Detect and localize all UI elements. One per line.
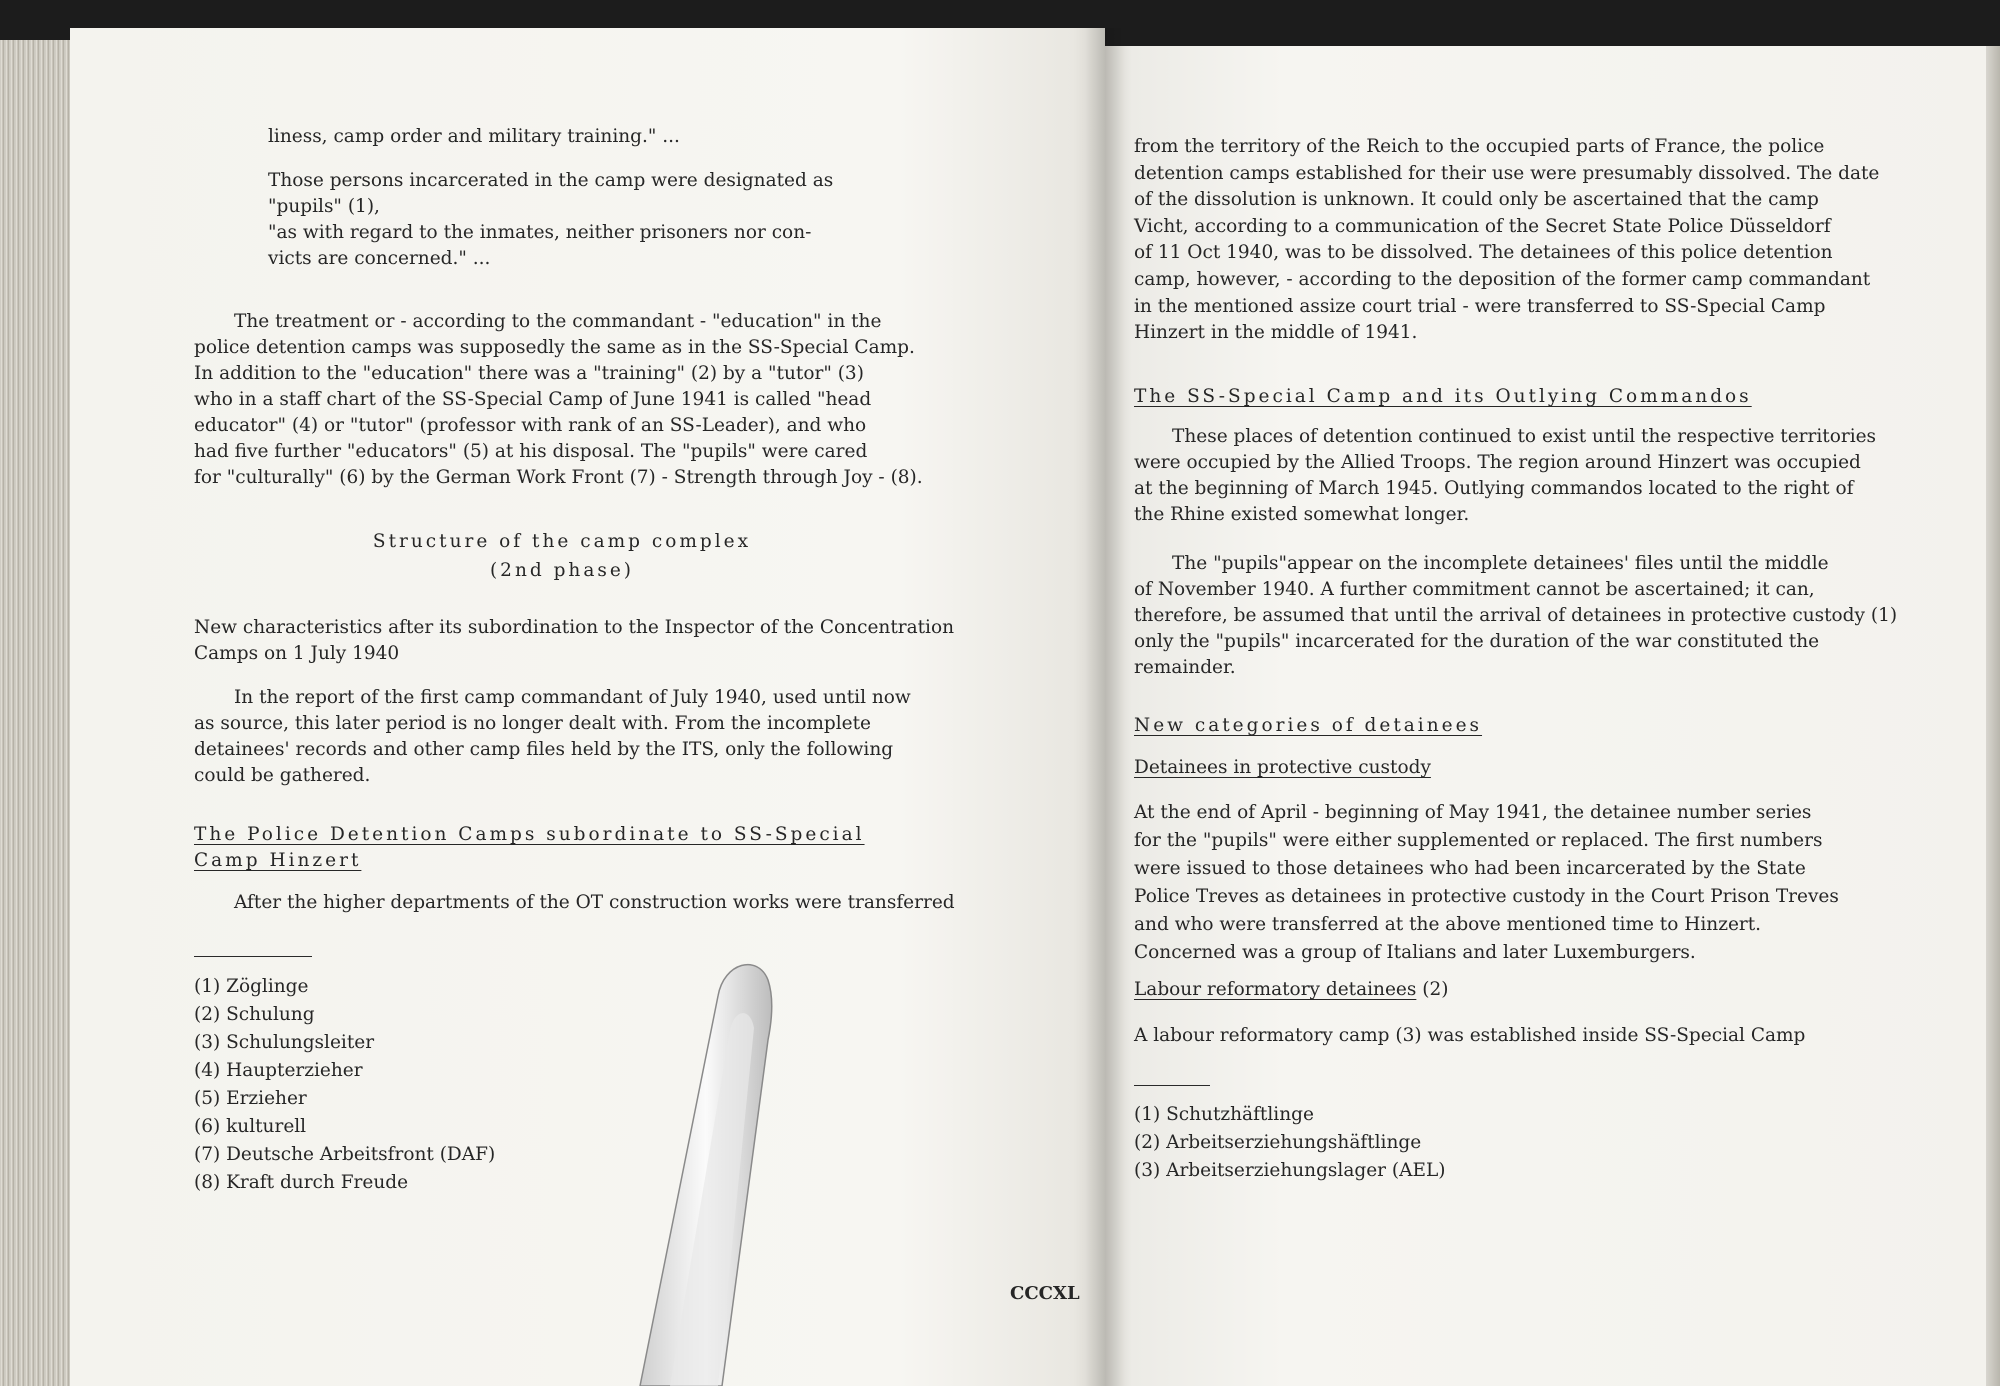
left-paragraph-3: The treatment or - according to the commandant - "education" in the police detention camps was supposedly the same as in the SS-Special Camp. In addition to the "education" there was a "training" (2) by a "tutor" (3) who in a staff chart of the SS-Special Camp of June 1941 is called "head educator" (4) or "tutor" (professor with rank of an SS-Leader), and who had five further "educators" (5) at his disposal. The "pupils" were cared for "culturally" (6) by the German Work Front (7) - Strength through Joy - (8). [194,311,923,488]
outlying-commandos-heading: The SS-Special Camp and its Outlying Commandos [1134,386,1752,407]
new-categories-heading: New categories of detainees [1134,715,1483,736]
right-paragraph-2: These places of detention continued to exist until the respective territories were occupied by the Allied Troops. The region around Hinzert was occupied at the beginning of March 1945. Outlying commandos located to the right of the Rhine existed somewhat longer. [1134,426,1877,525]
right-paragraph-3: The "pupils"appear on the incomplete detainees' files until the middle of November 1940. A further commitment cannot be ascertained; it can, therefore, be assumed that until the arrival of detainees in protective custody (1) only the "pupils" incarcerated for the duration of the war constituted the remainder. [1134,553,1898,678]
right-paragraph-5: A labour reformatory camp (3) was established inside SS-Special Camp [1134,1025,1806,1046]
left-paragraph-5: In the report of the first camp commandant of July 1940, used until now as source, this later period is no longer dealt with. From the incomplete detainees' records and other camp files held by the ITS, only the following could be gathered. [194,687,911,786]
left-footnote-rule [194,956,312,957]
left-paragraph-1: liness, camp order and military training." ... [268,126,680,147]
left-paragraph-6: After the higher departments of the OT construction works were transferred [234,892,955,913]
protective-custody-heading: Detainees in protective custody [1134,757,1431,778]
right-footnotes: (1) Schutzhäftlinge (2) Arbeitserziehungshäftlinge (3) Arbeitserziehungslager (AEL) [1134,1104,1446,1181]
book-gutter [1085,28,1125,1386]
page-clip-icon [600,950,860,1386]
structure-heading: Structure of the camp complex (2nd phase) [372,531,752,581]
left-paragraph-4: New characteristics after its subordination to the Inspector of the Concentration Camps on 1 July 1940 [194,617,955,664]
right-paragraph-1: from the territory of the Reich to the occupied parts of France, the police detention camps established for their use were presumably dissolved. The date of the dissolution is unknown. It could only be ascertained that the camp Vicht, according to a communication of the Secret State Police Düsseldorf of 11 Oct 1940, was to be dissolved. The detainees of this police detention camp, however, - according to the deposition of the former camp commandant in the mentioned assize court trial - were transferred to SS-Special Camp Hinzert in the middle of 1941. [1134,136,1880,344]
left-paragraph-2: Those persons incarcerated in the camp were designated as "pupils" (1), "as with regard to the inmates, neither prisoners nor con- victs are concerned." ... [268,170,834,269]
right-page-edge [1986,46,2000,1386]
left-footnotes: (1) Zöglinge (2) Schulung (3) Schulungsleiter (4) Haupterzieher (5) Erzieher (6) kulturell (7) Deutsche Arbeitsfront (DAF) (8) Kraft durch Freude [194,976,496,1193]
labour-reformatory-heading: Labour reformatory detainees (2) [1134,979,1449,1000]
right-paragraph-4: At the end of April - beginning of May 1941, the detainee number series for the "pupils" were either supplemented or replaced. The first numbers were issued to those detainees who had been incarcerated by the State Police Treves as detainees in protective custody in the Court Prison Treves and who were transferred at the above mentioned time to Hinzert. Concerned was a group of Italians and later Luxemburgers. [1134,802,1839,963]
right-footnote-rule [1134,1085,1210,1086]
page-number: CCCXL [1010,1283,1080,1304]
police-detention-heading: The Police Detention Camps subordinate to SS-Special Camp Hinzert [194,824,865,871]
